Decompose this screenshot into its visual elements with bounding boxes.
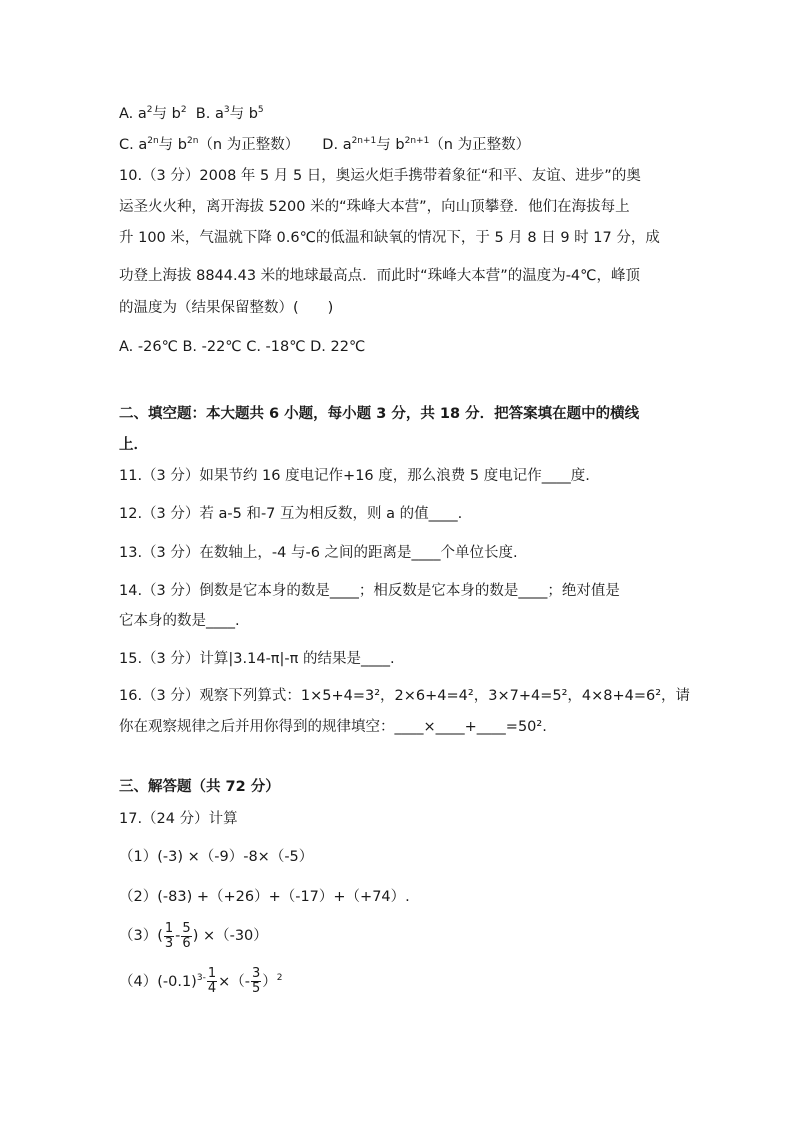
option-b-label: B. <box>195 106 211 122</box>
q17-part-4 <box>119 960 283 996</box>
part4-exponent: 3 <box>196 973 203 983</box>
section3-heading: 三、解答题（共 72 分） <box>119 779 280 795</box>
option-d-tail: （n 为正整数） <box>429 137 531 153</box>
q10-line-2: 运圣火火种，离开海拔 5200 米的“珠峰大本营”，向山顶攀登．他们在海拔每上 <box>119 199 630 215</box>
q9-options-cd <box>119 135 530 155</box>
part4-mid: ×（- <box>218 973 250 990</box>
part4-suffix: ） <box>262 973 277 990</box>
fraction-5-6: $\frac{5}{6}$ <box>182 920 191 951</box>
q10-line-5: 的温度为（结果保留整数）( ) <box>119 300 334 316</box>
q10-line-1: 10.（3 分）2008 年 5 月 5 日，奥运火炬手携带着象征“和平、友谊、进步”的奥 <box>119 168 641 184</box>
part3-minus: - <box>175 928 181 944</box>
option-a-exp2: 2 <box>180 105 187 116</box>
option-c-exp: 2n <box>147 136 159 147</box>
section2-heading-2: 上． <box>119 437 148 453</box>
option-d-exp: 2n+1 <box>351 136 377 147</box>
option-a-label: A. <box>119 106 134 122</box>
q9-options-ab <box>119 104 264 124</box>
part4-minus: - <box>202 973 206 983</box>
option-b-mid: 与 b <box>229 106 258 122</box>
q17-part-1: （1）(-3) ×（-9）-8×（-5） <box>119 849 314 865</box>
q17: 17.（24 分）计算 <box>119 811 238 827</box>
option-d-label: D. <box>322 137 339 153</box>
option-c-label: C. <box>119 137 134 153</box>
q13: 13.（3 分）在数轴上，-4 与-6 之间的距离是____个单位长度. <box>119 545 518 561</box>
q16-line-1: 16.（3 分）观察下列算式：1×5+4=3²，2×6+4=4²，3×7+4=5²，4×8+4=6²，请 <box>119 688 691 704</box>
q17-part-2: （2）(-83) +（+26）+（-17）+（+74）. <box>119 889 410 905</box>
option-b-exp2: 5 <box>257 105 264 116</box>
q16-line-2: 你在观察规律之后并用你得到的规律填空：____×____+____=50². <box>119 719 547 735</box>
part3-suffix: ) ×（-30） <box>192 928 268 944</box>
q10-options: A. -26℃ B. -22℃ C. -18℃ D. 22℃ <box>119 339 366 355</box>
option-b-base: a <box>214 106 224 122</box>
q14-line-1: 14.（3 分）倒数是它本身的数是____；相反数是它本身的数是____；绝对值是 <box>119 583 620 599</box>
part4-prefix: （4）(-0.1) <box>119 973 197 990</box>
q14-line-2: 它本身的数是____. <box>119 613 240 629</box>
option-b-exp: 3 <box>223 105 230 116</box>
part3-prefix: （3）( <box>119 928 163 944</box>
option-c-exp2: 2n <box>187 136 199 147</box>
option-c-tail: （n 为正整数） <box>198 137 300 153</box>
section2-heading-1: 二、填空题：本大题共 6 小题，每小题 3 分，共 18 分．把答案填在题中的横线 <box>119 406 640 422</box>
q11: 11.（3 分）如果节约 16 度电记作+16 度，那么浪费 5 度电记作____度. <box>119 468 590 484</box>
option-c-base: a <box>138 137 148 153</box>
option-c-mid: 与 b <box>158 137 187 153</box>
fraction-1-4: $\frac{1}{4}$ <box>207 966 217 997</box>
q12: 12.（3 分）若 a-5 和-7 互为相反数，则 a 的值____. <box>119 506 463 522</box>
option-d-mid: 与 b <box>376 137 405 153</box>
option-a-exp: 2 <box>146 105 153 116</box>
fraction-3-5: $\frac{3}{5}$ <box>252 966 261 997</box>
fraction-1-3: $\frac{1}{3}$ <box>164 920 174 951</box>
q15: 15.（3 分）计算|3.14-π|-π 的结果是____. <box>119 651 395 667</box>
option-d-base: a <box>342 137 352 153</box>
option-a-mid: 与 b <box>152 106 181 122</box>
option-d-exp2: 2n+1 <box>404 136 430 147</box>
q10-line-4: 功登上海拔 8844.43 米的地球最高点．而此时“珠峰大本营”的温度为-4℃，峰顶 <box>119 268 640 284</box>
option-a-base: a <box>137 106 147 122</box>
q17-part-3 <box>119 920 268 952</box>
part4-exponent-2: 2 <box>276 973 283 983</box>
q10-line-3: 升 100 米，气温就下降 0.6℃的低温和缺氧的情况下，于 5 月 8 日 9 时 17 分，成 <box>119 230 660 246</box>
